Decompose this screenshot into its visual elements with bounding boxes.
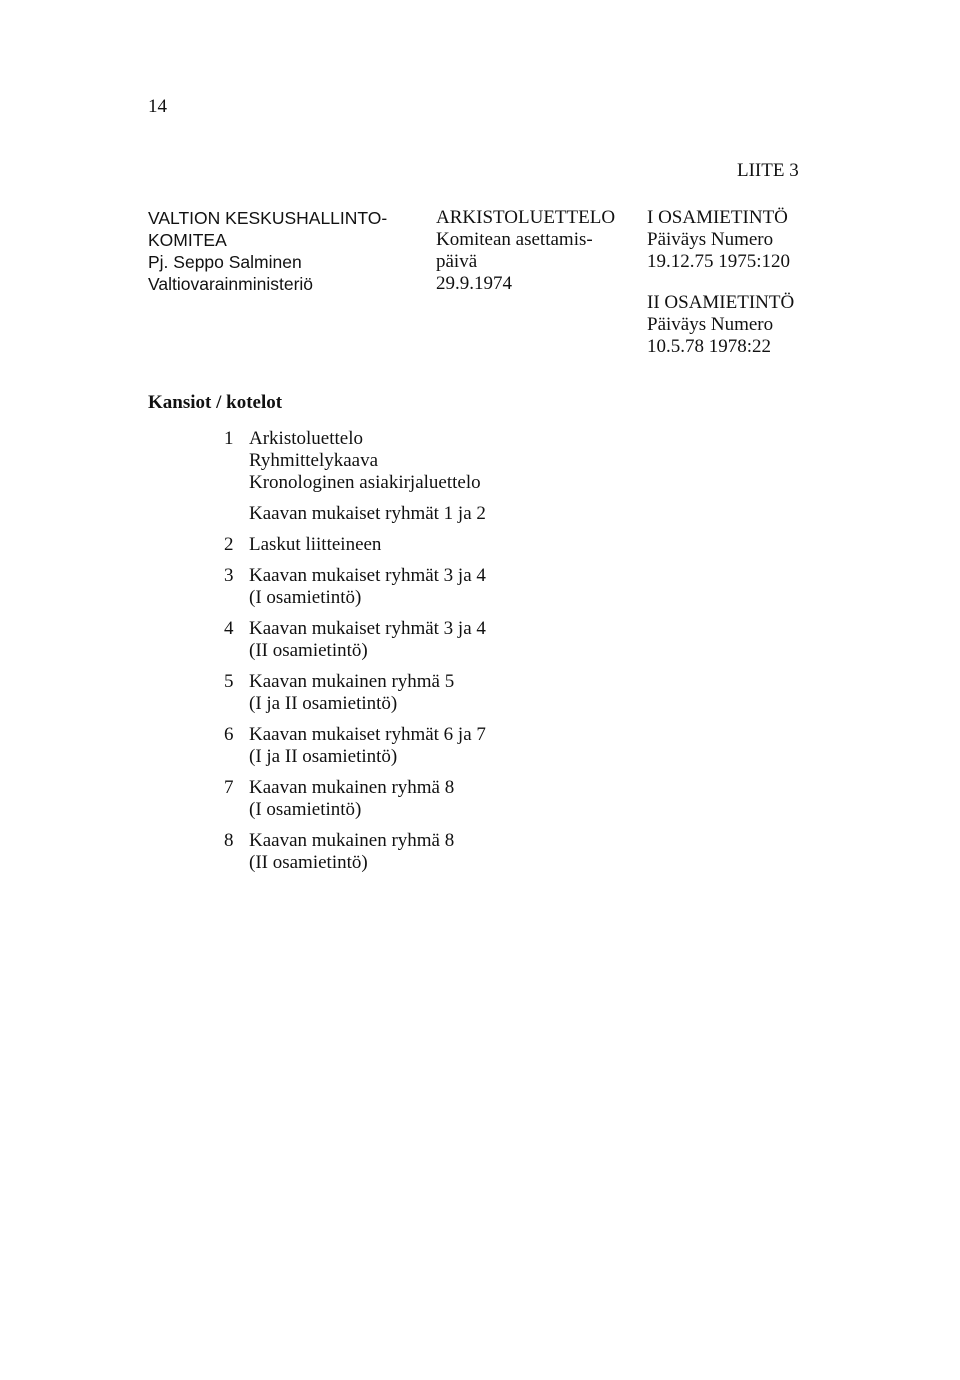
folder-number: 2 xyxy=(224,534,234,555)
archive-line: 29.9.1974 xyxy=(436,273,512,294)
archive-line: päivä xyxy=(436,251,478,272)
folder-item xyxy=(196,428,486,525)
committee-line: VALTION KESKUSHALLINTO- xyxy=(148,208,388,228)
folder-line: (I ja II osamietintö) xyxy=(249,746,398,767)
folder-item xyxy=(196,618,486,662)
folder-line: Kronologinen asiakirjaluettelo xyxy=(249,472,481,493)
folder-line: Arkistoluettelo xyxy=(249,428,363,449)
folder-item xyxy=(196,777,486,821)
report2-line: II OSAMIETINTÖ xyxy=(647,292,795,313)
report2-line: Päiväys Numero xyxy=(647,314,774,335)
folder-line: Laskut liitteineen xyxy=(249,534,382,555)
folder-number: 1 xyxy=(224,428,234,449)
folder-line: (II osamietintö) xyxy=(249,852,368,873)
folder-item xyxy=(196,534,486,556)
report1-line: 19.12.75 1975:120 xyxy=(647,251,791,272)
committee-line: Valtiovarainministeriö xyxy=(148,274,314,294)
folder-line: Kaavan mukaiset ryhmät 3 ja 4 xyxy=(249,565,486,586)
folder-list xyxy=(196,428,486,883)
folder-item xyxy=(196,724,486,768)
report2-line: 10.5.78 1978:22 xyxy=(647,336,772,357)
folder-number: 7 xyxy=(224,777,234,798)
folder-number: 5 xyxy=(224,671,234,692)
archive-line: ARKISTOLUETTELO xyxy=(436,207,616,228)
archive-block xyxy=(436,207,615,295)
folder-item xyxy=(196,565,486,609)
folder-number: 8 xyxy=(224,830,234,851)
folder-line: Kaavan mukainen ryhmä 8 xyxy=(249,777,455,798)
folder-line: (II osamietintö) xyxy=(249,640,368,661)
report1-line: I OSAMIETINTÖ xyxy=(647,207,788,228)
folder-line: (I osamietintö) xyxy=(249,587,362,608)
report2-block xyxy=(647,292,794,358)
committee-line: Pj. Seppo Salminen xyxy=(148,252,302,272)
report1-line: Päiväys Numero xyxy=(647,229,774,250)
folder-number: 4 xyxy=(224,618,234,639)
report1-block xyxy=(647,207,790,273)
folder-line: Kaavan mukaiset ryhmät 3 ja 4 xyxy=(249,618,486,639)
folder-item xyxy=(196,830,486,874)
committee-block xyxy=(148,207,387,295)
section-heading: Kansiot / kotelot xyxy=(148,392,283,413)
archive-line: Komitean asettamis- xyxy=(436,229,593,250)
folder-line: Kaavan mukaiset ryhmät 6 ja 7 xyxy=(249,724,486,745)
folder-line: Ryhmittelykaava xyxy=(249,450,379,471)
appendix-label: LIITE 3 xyxy=(737,160,799,181)
folder-line: Kaavan mukainen ryhmä 8 xyxy=(249,830,455,851)
folder-number: 6 xyxy=(224,724,234,745)
folder-line: Kaavan mukaiset ryhmät 1 ja 2 xyxy=(249,503,486,524)
folder-line: (I ja II osamietintö) xyxy=(249,693,398,714)
folder-line: (I osamietintö) xyxy=(249,799,362,820)
committee-line: KOMITEA xyxy=(148,230,227,250)
folder-line: Kaavan mukainen ryhmä 5 xyxy=(249,671,455,692)
folder-number: 3 xyxy=(224,565,234,586)
page-number: 14 xyxy=(148,96,167,117)
folder-item xyxy=(196,671,486,715)
